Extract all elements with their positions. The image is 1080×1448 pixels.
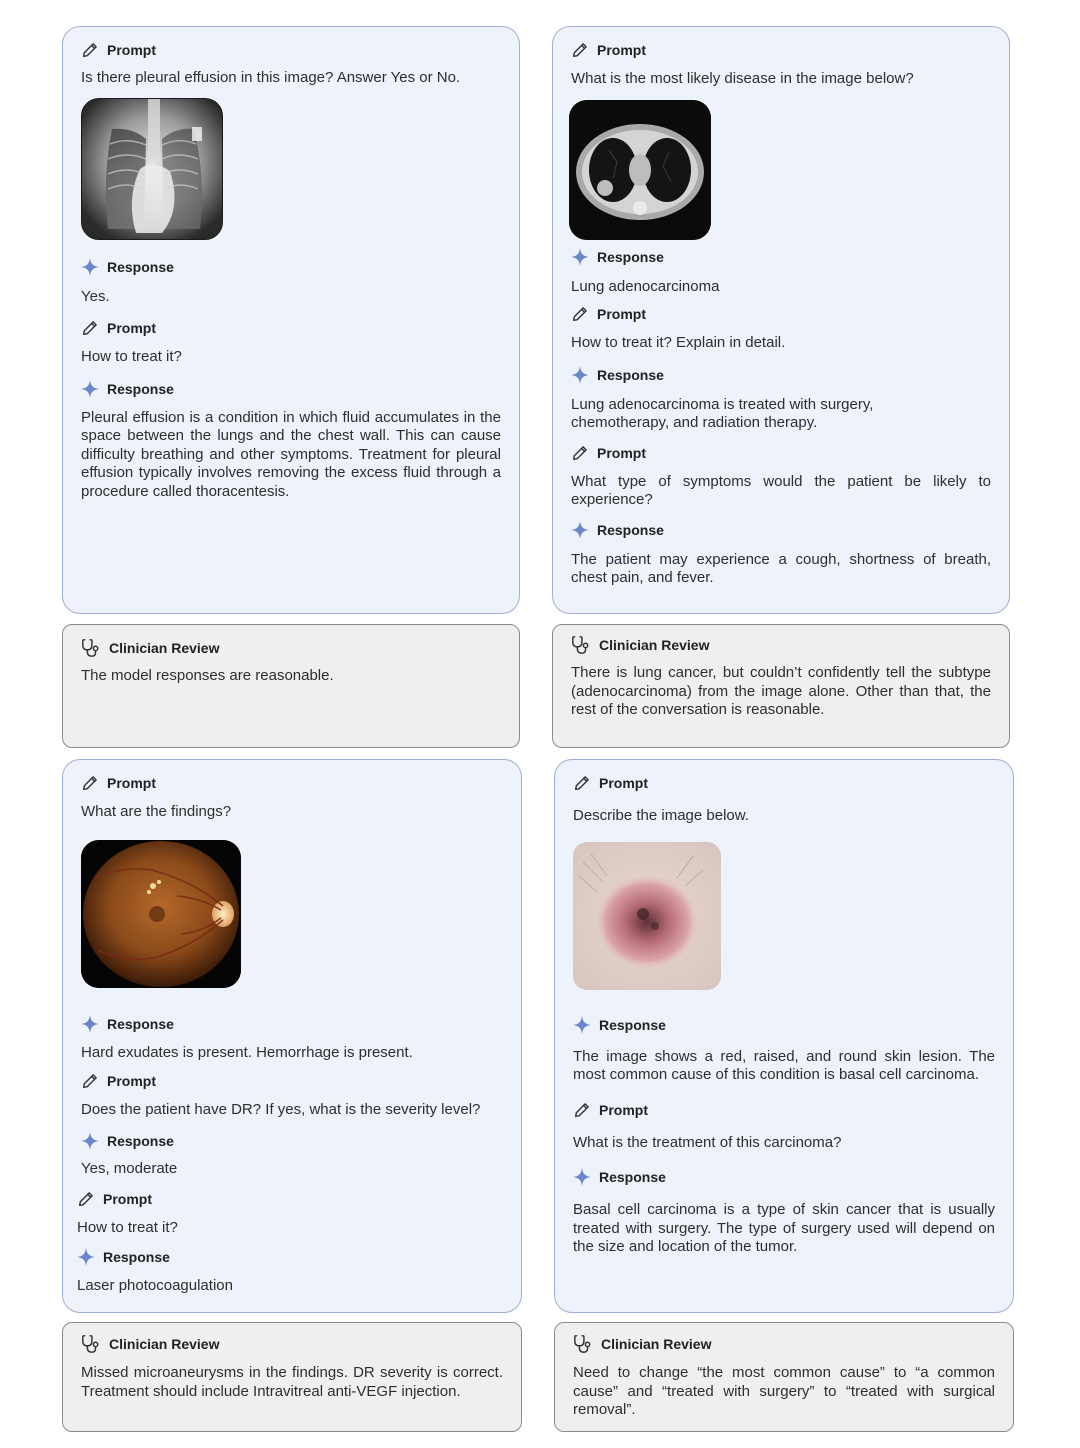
pencil-icon <box>573 774 591 792</box>
case2-review-text: There is lung cancer, but couldn’t confidently tell the subtype (adenocarcinoma) from the image alone. Other than that, the rest of the conversation is reasonable. <box>571 664 991 718</box>
case2-prompt1: What is the most likely disease in the image below? <box>571 70 914 87</box>
sparkle-icon <box>77 1248 95 1266</box>
prompt-label <box>571 305 991 323</box>
case3-response2: Yes, moderate <box>81 1159 178 1177</box>
case4-response1: The image shows a red, raised, and round skin lesion. The most common cause of this condition is basal cell carcinoma. <box>573 1047 995 1083</box>
sparkle-icon <box>81 258 99 276</box>
prompt-label <box>81 774 503 792</box>
chest-xray-drawing <box>82 99 223 240</box>
prompt-label <box>77 1190 503 1208</box>
prompt-label <box>573 774 995 792</box>
case4-response2: Basal cell carcinoma is a type of skin cancer that is usually treated with surgery. The type of surgery used will depend on the size and location of the tumor. <box>573 1201 995 1255</box>
stethoscope-icon <box>571 635 591 655</box>
case2-response2: Lung adenocarcinoma is treated with surgery, chemotherapy, and radiation therapy. <box>571 395 874 431</box>
prompt-label <box>571 41 991 59</box>
case3-prompt1: What are the findings? <box>81 803 232 820</box>
response-label-text: Response <box>107 1015 174 1032</box>
response-label-text: Response <box>597 521 664 538</box>
sparkle-icon <box>573 1168 591 1186</box>
response-label <box>571 521 991 539</box>
response-label <box>81 258 501 276</box>
stethoscope-icon <box>81 638 101 658</box>
fundus-image <box>81 840 241 988</box>
stethoscope-icon <box>573 1334 593 1354</box>
sparkle-icon <box>571 366 589 384</box>
response-label-text: Response <box>597 366 664 383</box>
sparkle-icon <box>571 521 589 539</box>
response-label-text: Response <box>597 248 664 265</box>
pencil-icon <box>571 444 589 462</box>
pencil-icon <box>573 1101 591 1119</box>
case4-prompt1: Describe the image below. <box>573 807 749 824</box>
response-label-text: Response <box>599 1016 666 1033</box>
sparkle-icon <box>573 1016 591 1034</box>
sparkle-icon <box>81 1015 99 1033</box>
case1-response2: Pleural effusion is a condition in which fluid accumulates in the space between the lungs and the chest wall. This can cause difficulty breathing and other symptoms. Treatment for pleural effusion typically involves removing the excess fluid through a procedure called thoracentesis. <box>81 408 501 500</box>
clinician-review-label <box>571 636 991 654</box>
prompt-label <box>81 1072 503 1090</box>
chest-ct-image <box>569 100 711 240</box>
response-label <box>573 1168 995 1186</box>
prompt-label <box>81 319 501 337</box>
response-label <box>81 1132 503 1150</box>
response-label <box>571 248 991 266</box>
prompt-label-text: Prompt <box>107 320 156 336</box>
case4-conversation-card <box>554 759 1014 1313</box>
case1-response1: Yes. <box>81 287 110 305</box>
response-label <box>571 366 991 384</box>
prompt-label-text: Prompt <box>107 1073 156 1089</box>
response-label <box>81 380 501 398</box>
prompt-label-text: Prompt <box>599 775 648 791</box>
skin-lesion-image <box>573 842 721 990</box>
response-label-text: Response <box>103 1248 170 1265</box>
sparkle-icon <box>81 1132 99 1150</box>
response-label <box>573 1016 995 1034</box>
prompt-label <box>573 1101 995 1119</box>
response-label <box>81 1015 503 1033</box>
clinician-review-label-text: Clinician Review <box>601 1336 712 1352</box>
skin-lesion-drawing <box>573 842 721 990</box>
prompt-label-text: Prompt <box>597 306 646 322</box>
clinician-review-label-text: Clinician Review <box>599 637 710 653</box>
pencil-icon <box>81 41 99 59</box>
fundus-drawing <box>81 840 241 988</box>
case3-clinician-review <box>62 1322 522 1432</box>
clinician-review-label-text: Clinician Review <box>109 640 220 656</box>
case1-clinician-review <box>62 624 520 748</box>
clinician-review-label-text: Clinician Review <box>109 1336 220 1352</box>
case3-prompt3: How to treat it? <box>77 1219 178 1236</box>
case2-prompt2: How to treat it? Explain in detail. <box>571 334 786 351</box>
case3-review-text: Missed microaneurysms in the findings. DR severity is correct. Treatment should include Intravitreal anti-VEGF injection. <box>81 1364 503 1400</box>
pencil-icon <box>81 1072 99 1090</box>
clinician-review-label <box>81 639 501 657</box>
chest-ct-drawing <box>569 100 711 240</box>
prompt-label-text: Prompt <box>103 1191 152 1207</box>
response-label-text: Response <box>107 1132 174 1149</box>
pencil-icon <box>81 319 99 337</box>
case1-conversation-card <box>62 26 520 614</box>
case4-clinician-review <box>554 1322 1014 1432</box>
sparkle-icon <box>81 380 99 398</box>
case3-response3: Laser photocoagulation <box>77 1276 233 1294</box>
pencil-icon <box>77 1190 95 1208</box>
prompt-label-text: Prompt <box>597 444 646 461</box>
case2-response1: Lung adenocarcinoma <box>571 277 720 295</box>
case1-prompt1: Is there pleural effusion in this image? Answer Yes or No. <box>81 69 461 86</box>
case3-conversation-card <box>62 759 522 1313</box>
case3-prompt2: Does the patient have DR? If yes, what is the severity level? <box>81 1101 481 1118</box>
pencil-icon <box>571 41 589 59</box>
prompt-label <box>81 41 501 59</box>
pencil-icon <box>81 774 99 792</box>
prompt-label-text: Prompt <box>597 42 646 58</box>
response-label-text: Response <box>599 1169 666 1185</box>
response-label-text: Response <box>107 380 174 397</box>
response-label-text: Response <box>107 258 174 275</box>
prompt-label-text: Prompt <box>599 1101 648 1118</box>
case2-conversation-card <box>552 26 1010 614</box>
prompt-label-text: Prompt <box>107 775 156 791</box>
case2-clinician-review <box>552 624 1010 748</box>
case3-response1: Hard exudates is present. Hemorrhage is present. <box>81 1043 413 1061</box>
case4-prompt2: What is the treatment of this carcinoma? <box>573 1133 842 1151</box>
response-label <box>77 1248 503 1266</box>
prompt-label <box>571 444 991 462</box>
case1-review-text: The model responses are reasonable. <box>81 667 334 684</box>
case4-review-text: Need to change “the most common cause” to “a common cause” and “treated with surgery” to “treated with surgical removal”. <box>573 1364 995 1418</box>
clinician-review-label <box>81 1335 503 1353</box>
clinician-review-label <box>573 1335 995 1353</box>
case2-prompt3: What type of symptoms would the patient be likely to experience? <box>571 472 991 508</box>
prompt-label-text: Prompt <box>107 42 156 58</box>
case1-prompt2: How to treat it? <box>81 348 182 365</box>
stethoscope-icon <box>81 1334 101 1354</box>
sparkle-icon <box>571 248 589 266</box>
chest-xray-image <box>81 98 223 240</box>
case2-response3: The patient may experience a cough, shortness of breath, chest pain, and fever. <box>571 550 991 586</box>
pencil-icon <box>571 305 589 323</box>
